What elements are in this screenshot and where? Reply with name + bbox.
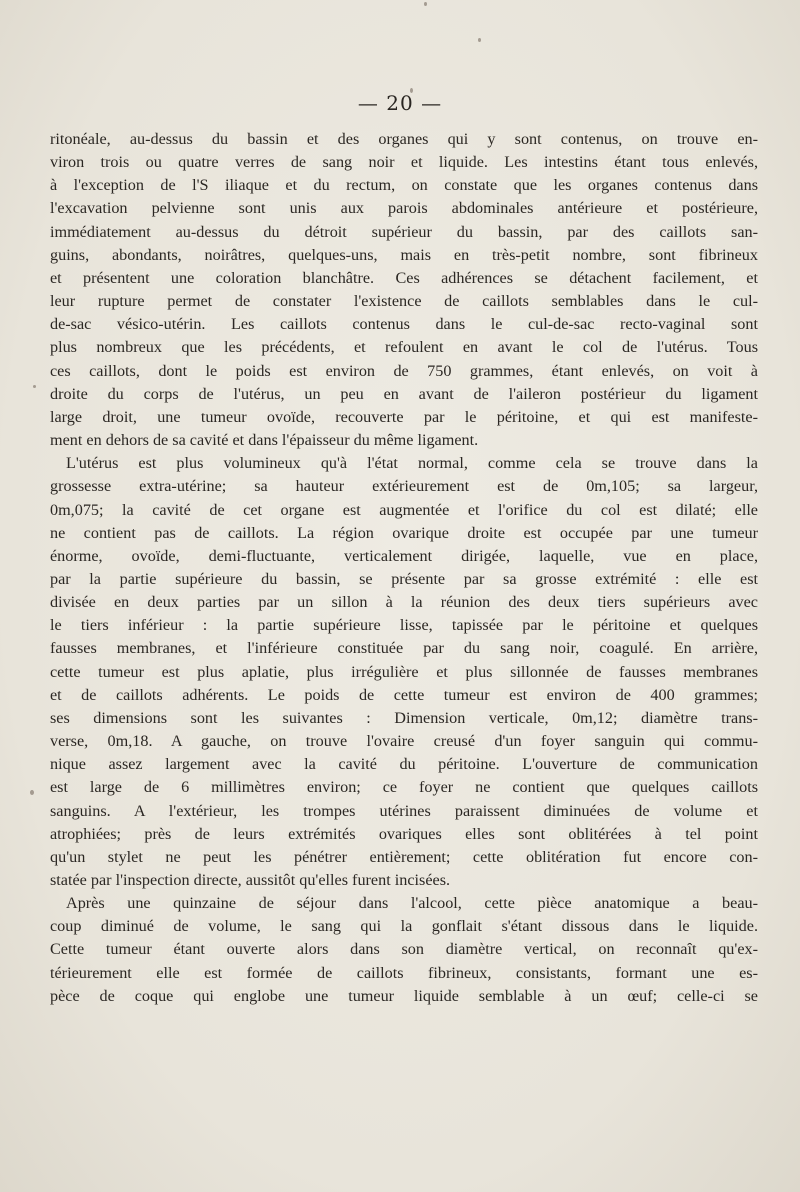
text-line: viron trois ou quatre verres de sang noir et liquide. Les intestins étant tous enlevés, bbox=[50, 153, 758, 172]
text-line: guins, abondants, noirâtres, quelques-uns, mais en très-petit nombre, sont fibrineux bbox=[50, 245, 758, 264]
text-line: cette tumeur est plus aplatie, plus irrégulière et plus sillonnée de fausses membranes bbox=[50, 662, 758, 681]
text-line: leur rupture permet de constater l'existence de caillots semblables dans le cul- bbox=[50, 292, 758, 311]
text-line: verse, 0m,18. A gauche, on trouve l'ovaire creusé d'un foyer sanguin qui commu- bbox=[50, 732, 758, 751]
text-line: fausses membranes, et l'inférieure constituée par du sang noir, coagulé. En arrière, bbox=[50, 639, 758, 658]
text-line: ces caillots, dont le poids est environ de 750 grammes, étant enlevés, on voit à bbox=[50, 361, 758, 380]
ink-speck bbox=[478, 38, 481, 42]
text-line: ment en dehors de sa cavité et dans l'épaisseur du même ligament. bbox=[50, 431, 479, 450]
text-line: ritonéale, au-dessus du bassin et des organes qui y sont contenus, on trouve en- bbox=[50, 130, 758, 148]
text-line: par la partie supérieure du bassin, se présente par sa grosse extrémité : elle est bbox=[50, 569, 758, 588]
ink-speck bbox=[33, 385, 36, 388]
text-line: L'utérus est plus volumineux qu'à l'état normal, comme cela se trouve dans la bbox=[66, 454, 758, 473]
ink-speck bbox=[424, 2, 427, 6]
text-line: ses dimensions sont les suivantes : Dimension verticale, 0m,12; diamètre trans- bbox=[50, 708, 758, 727]
text-line: grossesse extra-utérine; sa hauteur extérieurement est de 0m,105; sa largeur, bbox=[50, 477, 758, 496]
text-line: plus nombreux que les précédents, et refoulent en avant le col de l'utérus. Tous bbox=[50, 338, 758, 357]
text-line: térieurement elle est formée de caillots fibrineux, consistants, formant une es- bbox=[50, 963, 758, 982]
text-line: atrophiées; près de leurs extrémités ovariques elles sont oblitérées à tel point bbox=[50, 824, 758, 843]
text-line: divisée en deux parties par un sillon à la réunion des deux tiers supérieurs avec bbox=[50, 593, 758, 612]
text-line: est large de 6 millimètres environ; ce foyer ne contient que quelques caillots bbox=[50, 778, 758, 797]
text-line: l'excavation pelvienne sont unis aux parois abdominales antérieure et postérieure, bbox=[50, 199, 758, 218]
text-line: 0m,075; la cavité de cet organe est augmentée et l'orifice du col est dilaté; elle bbox=[50, 500, 758, 519]
text-line: pèce de coque qui englobe une tumeur liquide semblable à un œuf; celle-ci se bbox=[50, 986, 758, 1005]
text-line: qu'un stylet ne peut les pénétrer entièrement; cette oblitération fut encore con- bbox=[50, 847, 758, 866]
text-line: et de caillots adhérents. Le poids de cette tumeur est environ de 400 grammes; bbox=[50, 685, 758, 704]
text-line: Cette tumeur étant ouverte alors dans son diamètre vertical, on reconnaît qu'ex- bbox=[50, 940, 758, 959]
ink-speck bbox=[30, 790, 34, 795]
page-number: — 20 — bbox=[357, 91, 443, 115]
text-line: ne contient pas de caillots. La région ovarique droite est occupée par une tumeur bbox=[50, 523, 758, 542]
body-text bbox=[50, 128, 758, 1008]
text-line: de-sac vésico-utérin. Les caillots contenus dans le cul-de-sac recto-vaginal sont bbox=[50, 315, 758, 334]
text-line: et présentent une coloration blanchâtre. Ces adhérences se détachent facilement, et bbox=[50, 268, 758, 287]
text-line: coup diminué de volume, le sang qui la gonflait s'étant dissous dans le liquide. bbox=[50, 917, 758, 936]
text-line: à l'exception de l'S iliaque et du rectum, on constate que les organes contenus dans bbox=[50, 176, 758, 195]
text-line: statée par l'inspection directe, aussitôt qu'elles furent incisées. bbox=[50, 871, 451, 889]
paragraph bbox=[50, 892, 758, 1008]
paragraph bbox=[50, 128, 758, 452]
text-line: droite du corps de l'utérus, un peu en avant de l'aileron postérieur du ligament bbox=[50, 384, 758, 403]
text-line: nique assez largement avec la cavité du péritoine. L'ouverture de communication bbox=[50, 755, 758, 774]
text-line: immédiatement au-dessus du détroit supérieur du bassin, par des caillots san- bbox=[50, 222, 758, 241]
paragraph bbox=[50, 452, 758, 892]
text-line: énorme, ovoïde, demi-fluctuante, verticalement dirigée, laquelle, vue en place, bbox=[50, 546, 758, 565]
text-line: Après une quinzaine de séjour dans l'alcool, cette pièce anatomique a beau- bbox=[66, 894, 758, 913]
text-line: large droit, une tumeur ovoïde, recouverte par le péritoine, et qui est manifeste- bbox=[50, 407, 758, 426]
text-line: sanguins. A l'extérieur, les trompes utérines paraissent diminuées de volume et bbox=[50, 801, 758, 820]
text-line: le tiers inférieur : la partie supérieure lisse, tapissée par le péritoine et quelques bbox=[50, 616, 758, 635]
